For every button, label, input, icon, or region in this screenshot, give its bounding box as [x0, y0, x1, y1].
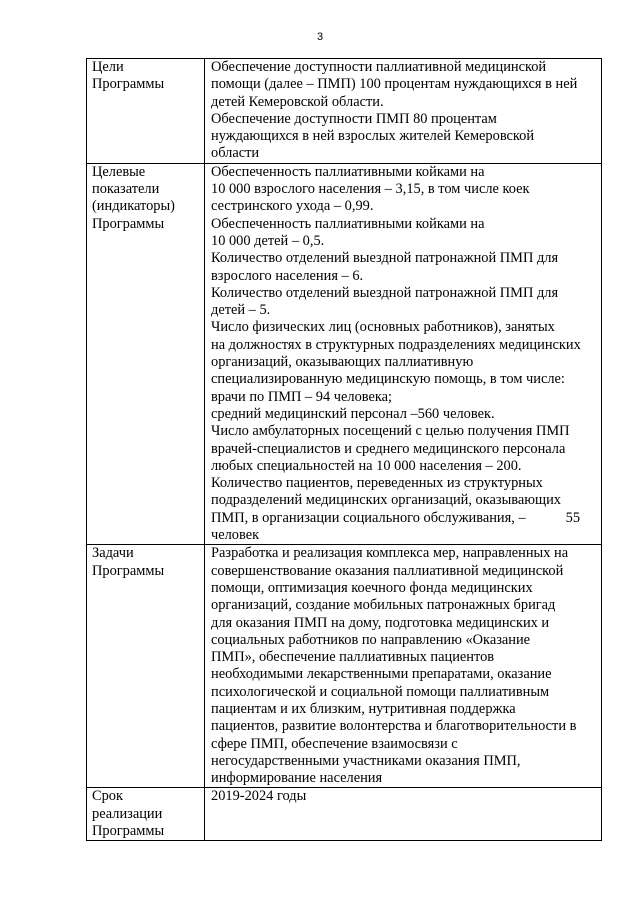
row-label-line: (индикаторы) — [92, 198, 175, 215]
row-content-line: сестринского ухода – 0,99. — [211, 198, 374, 215]
row-content-line: Обеспечение доступности паллиативной медицинской — [211, 59, 547, 75]
row-content-line: психологической и социальной помощи паллиативным — [211, 683, 550, 700]
line-text: ПМП, в организации социального обслуживания, – — [211, 509, 526, 526]
row-content-line: организаций, оказывающих паллиативную — [211, 354, 474, 371]
row-content-line: информирование населения — [211, 770, 383, 787]
row-label-goals — [87, 59, 205, 164]
row-label-line: Программы — [92, 823, 165, 840]
row-content-line: Обеспеченность паллиативными койками на — [211, 215, 485, 232]
table-row — [87, 59, 602, 164]
row-content-line: взрослого населения – 6. — [211, 267, 364, 284]
row-label-line: Программы — [92, 215, 165, 232]
row-content-line: области — [211, 145, 260, 162]
row-content-line: социальных работников по направлению «Оказание — [211, 631, 531, 648]
row-content-line: организаций, создание мобильных патронажных бригад — [211, 597, 556, 614]
row-content-line: Разработка и реализация комплекса мер, направленных на — [211, 545, 569, 562]
table-row — [87, 788, 602, 841]
row-content-line: негосударственными участниками оказания ПМП, — [211, 752, 521, 769]
row-content-line: нуждающихся в ней взрослых жителей Кемеровской — [211, 128, 535, 145]
row-content-line: 10 000 детей – 0,5. — [211, 232, 325, 249]
row-content-line: врачей-специалистов и среднего медицинского персонала — [211, 440, 566, 457]
row-content-goals — [205, 59, 602, 164]
row-content-line: Количество отделений выездной патронажной ПМП для — [211, 250, 559, 267]
row-content-line: человек — [211, 527, 260, 544]
row-label-line: показатели — [92, 181, 160, 198]
row-content-line: специализированную медицинскую помощь, в том числе: — [211, 371, 565, 388]
row-content-line: помощи, оптимизация коечного фонда медицинских — [211, 579, 533, 596]
row-content-line — [211, 510, 601, 527]
row-content-line: Количество пациентов, переведенных из структурных — [211, 475, 543, 492]
row-content-line: пациентам и их близким, нутритивная поддержка — [211, 700, 516, 717]
row-content-line: Обеспечение доступности ПМП 80 процентам — [211, 110, 497, 127]
row-content-line: Обеспеченность паллиативными койками на — [211, 163, 485, 180]
row-content-line: врачи по ПМП – 94 человека; — [211, 388, 393, 405]
row-label-line: Срок — [92, 788, 123, 805]
row-content-line: 2019-2024 годы — [211, 788, 307, 805]
row-content-tasks — [205, 545, 602, 788]
row-content-period — [205, 788, 602, 841]
row-content-line: сфере ПМП, обеспечение взаимосвязи с — [211, 735, 458, 752]
row-label-line: Цели — [92, 59, 124, 75]
row-label-indicators — [87, 163, 205, 545]
row-content-line: на должностях в структурных подразделениях медицинских — [211, 336, 581, 353]
page-number: 3 — [316, 31, 324, 43]
row-content-line: подразделений медицинских организаций, оказывающих — [211, 492, 561, 509]
program-passport-table — [86, 58, 602, 841]
row-content-line: 10 000 взрослого населения – 3,15, в том числе коек — [211, 181, 530, 198]
patient-count-value: 55 — [565, 509, 581, 526]
row-content-line: средний медицинский персонал –560 человек. — [211, 405, 495, 422]
table-row — [87, 545, 602, 788]
row-label-line: Целевые — [92, 163, 146, 180]
row-label-period — [87, 788, 205, 841]
row-content-line: Количество отделений выездной патронажной ПМП для — [211, 284, 559, 301]
row-label-line: Программы — [92, 76, 165, 93]
row-content-line: Число физических лиц (основных работников), занятых — [211, 319, 555, 336]
row-content-line: для оказания ПМП на дому, подготовка медицинских и — [211, 614, 550, 631]
row-content-line: помощи (далее – ПМП) 100 процентам нуждающихся в ней — [211, 76, 578, 93]
row-content-indicators — [205, 163, 602, 545]
row-content-line: любых специальностей на 10 000 населения – 200. — [211, 457, 522, 474]
row-content-line: пациентов, развитие волонтерства и благотворительности в — [211, 718, 577, 735]
row-label-line: Задачи — [92, 545, 134, 562]
row-label-line: реализации — [92, 805, 163, 822]
row-content-line: совершенствование оказания паллиативной медицинской — [211, 562, 564, 579]
row-content-line: Число амбулаторных посещений с целью получения ПМП — [211, 423, 570, 440]
row-content-line: детей – 5. — [211, 302, 271, 319]
row-content-line: детей Кемеровской области. — [211, 93, 384, 110]
row-label-line: Программы — [92, 562, 165, 579]
row-content-line: необходимыми лекарственными препаратами, оказание — [211, 666, 552, 683]
row-content-line: ПМП», обеспечение паллиативных пациентов — [211, 649, 495, 666]
table-row — [87, 163, 602, 545]
row-label-tasks — [87, 545, 205, 788]
